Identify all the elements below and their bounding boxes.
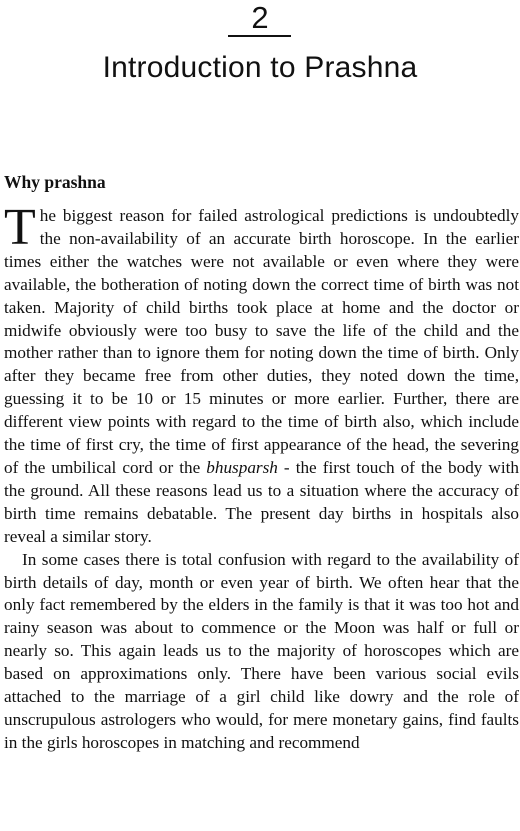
chapter-number: 2 [251,0,269,35]
body-text [4,199,519,755]
chapter-number-rule [228,35,291,37]
paragraph-2: In some cases there is total confusion with regard to the availability of birth details of day, month or even year of birth. We often hear that the only fact remembered by the elders in the family is that it was too hot and rainy season was about to commence or the Moon was half or full or nearly so. This again leads us to the majority of horoscopes which are based on approximations only. There have been various social evils attached to the marriage of a girl child like dowry and the role of unscrupulous astrologers who would, for mere monetary gains, find faults in the girls horoscopes in matching and recommend [4,549,519,752]
paragraph-1-text-start: The biggest reason for failed astrological predictions is undoubtedly the non-availability of an accurate birth horoscope. In the earlier times either the watches were not available or even where they were available, the botheration of noting down the correct time of birth was not taken. Majority of child births took place at home and the doctor or midwife obviously were too busy to save the life of the child and the mother rather than to ignore them for noting down the time of birth. Only after they became free from other duties, they noted down the time, guessing it to be 10 or 15 minutes or more earlier. Further, there are different view points with regard to the time of birth also, which include the time of first cry, the time of first appearance of the head, the severing of the umbilical cord or the [4,199,519,477]
paragraph-1 [4,199,519,549]
italic-term-bhusparsh: bhusparsh [206,457,278,477]
chapter-title: Introduction to Prashna [102,51,418,84]
paragraph-1-text-end: - the first touch of the body with the ground. All these reasons lead us to a situation where the accuracy of birth time remains debatable. The present day births in hospitals also reveal a similar story. [4,457,519,546]
section-heading: Why prashna [4,172,106,192]
